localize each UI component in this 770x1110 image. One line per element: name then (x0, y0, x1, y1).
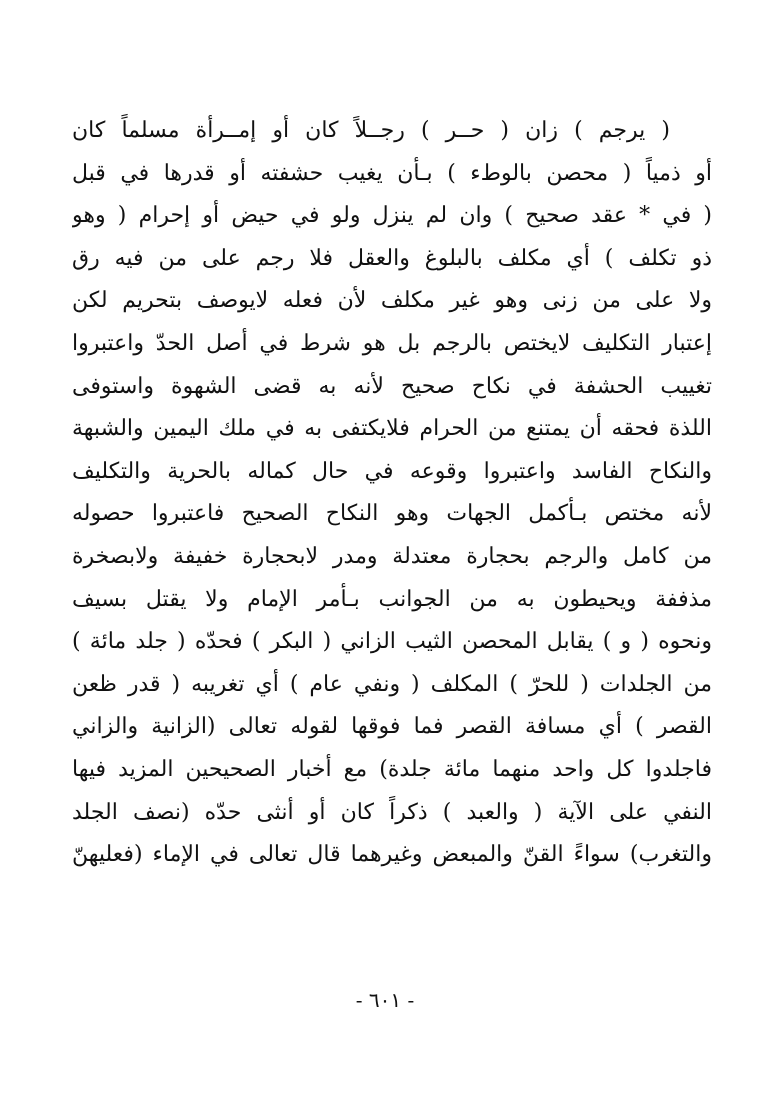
text-line: مذففة ويحيطون به من الجوانب بـأمر الإمام ولا يقتل بسيف (72, 586, 712, 612)
text-line: ونحوه ( و ) يقابل المحصن الثيب الزاني ( البكر ) فحدّه ( جلد مائة ) (72, 629, 712, 655)
text-line: إعتبار التكليف لايختص بالرجم بل هو شرط في أصل الحدّ واعتبروا (72, 330, 712, 356)
text-line: لأنه مختص بـأكمل الجهات وهو النكاح الصحيح فاعتبروا حصوله (72, 501, 712, 527)
text-line: ذو تكلف ) أي مكلف بالبلوغ والعقل فلا رجم على من فيه رق (72, 245, 712, 271)
text-line: من الجلدات ( للحرّ ) المكلف ( ونفي عام ) أي تغريبه ( قدر ظعن (72, 671, 712, 697)
text-line: تغييب الحشفة في نكاح صحيح لأنه به قضى الشهوة واستوفى (72, 373, 712, 399)
text-line: القصر ) أي مسافة القصر فما فوقها لقوله تعالى (الزانية والزاني (72, 714, 712, 740)
text-line: ولا على من زنى وهو غير مكلف لأن فعله لايوصف بتحريم لكن (72, 288, 712, 314)
text-line: فاجلدوا كل واحد منهما مائة جلدة) مع أخبار الصحيحين المزيد فيها (72, 756, 712, 782)
text-line: أو ذمياً ( محصن بالوطء ) بـأن يغيب حشفته أو قدرها في قبل (72, 160, 712, 186)
text-line: من كامل والرجم بحجارة معتدلة ومدر لابحجارة خفيفة ولابصخرة (72, 543, 712, 569)
text-line: ( في * عقد صحيح ) وان لم ينزل ولو في حيض أو إحرام ( وهو (72, 203, 712, 229)
text-line: اللذة فحقه أن يمتنع من الحرام فلايكتفى به في ملك اليمين والشبهة (72, 416, 712, 442)
text-line: والتغرب) سواءً القنّ والمبعض وغيرهما قال تعالى في الإماء (فعليهنّ (72, 842, 712, 868)
text-line: ( يرجم ) زان ( حــر ) رجــلاً كان أو إمــرأة مسلماً كان (72, 118, 670, 143)
text-line: والنكاح الفاسد واعتبروا وقوعه في حال كماله بالحرية والتكليف (72, 458, 712, 484)
body-text (72, 110, 712, 877)
text-line: النفي على الآية ( والعبد ) ذكراً كان أو أنثى حدّه (نصف الجلد (72, 799, 712, 825)
page-number: - ٦٠١ - (355, 988, 415, 1012)
